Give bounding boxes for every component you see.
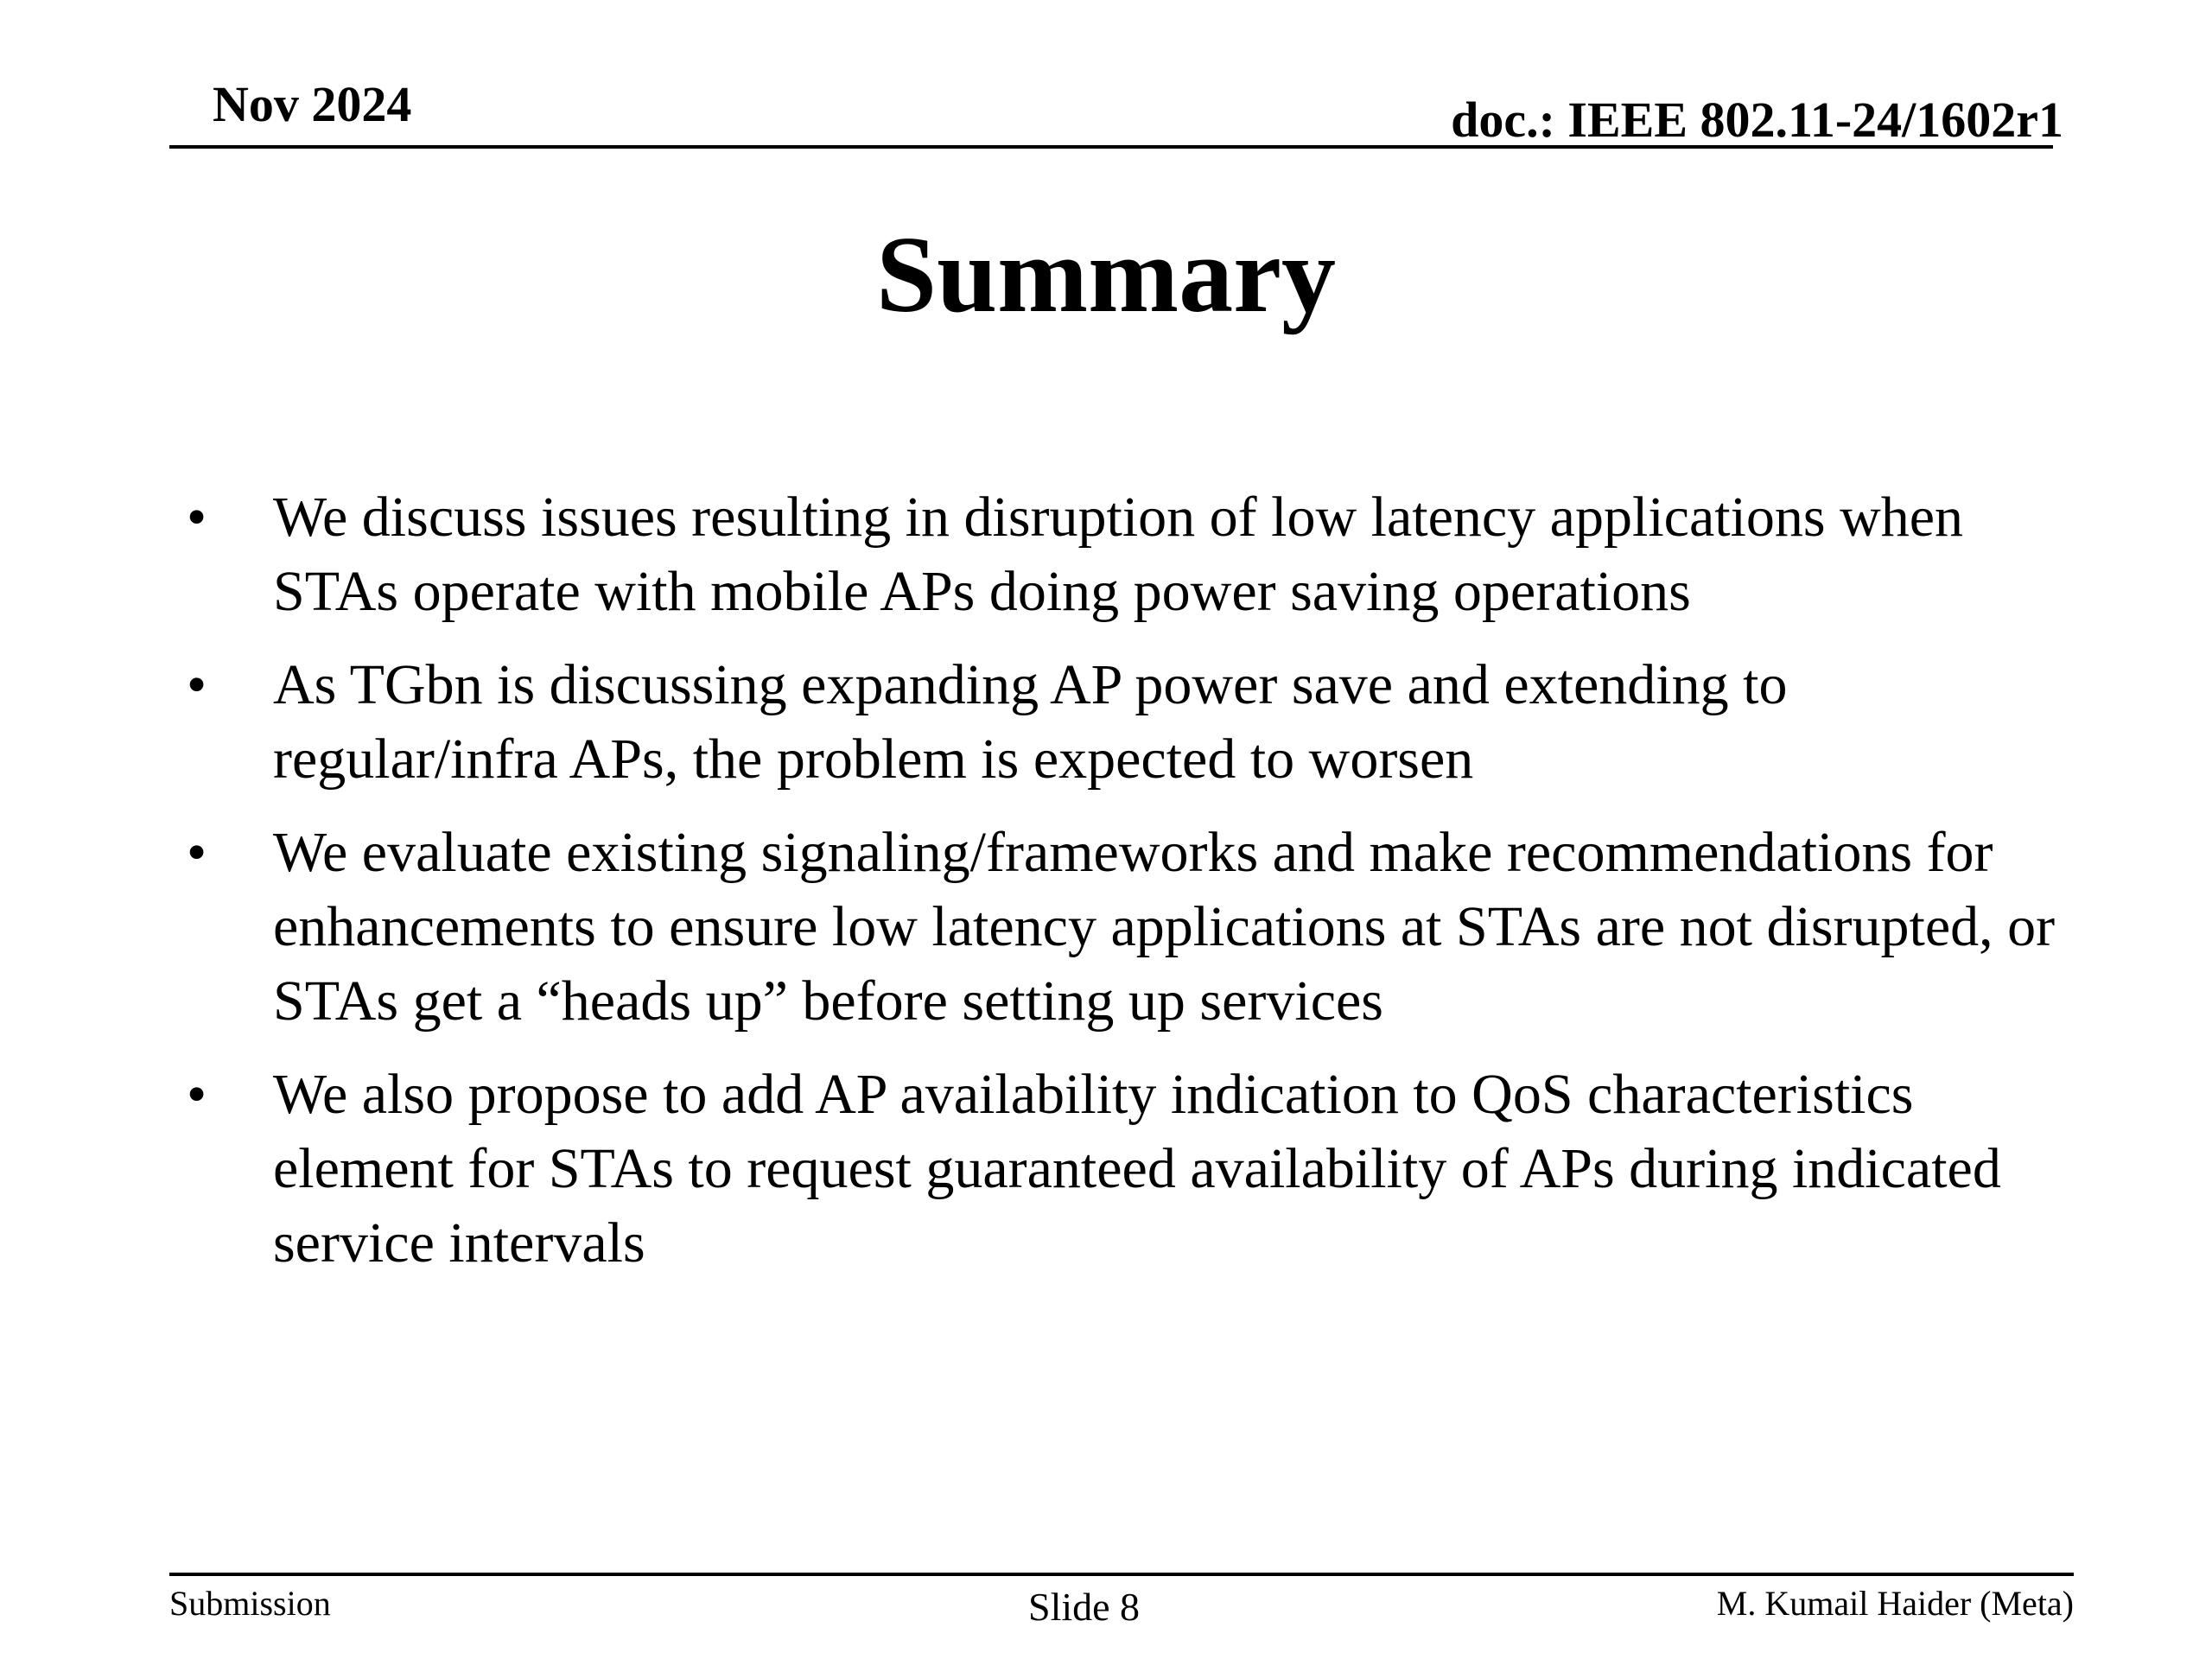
bullet-item xyxy=(183,480,2084,629)
slide-title: Summary xyxy=(876,215,1336,335)
bullet-list xyxy=(183,480,2084,1300)
bullet-text: We discuss issues resulting in disruption of low latency applications when STAs operate with mobile APs doing power saving operations xyxy=(273,486,1964,623)
bullet-icon: • xyxy=(187,821,207,884)
bullet-item xyxy=(183,648,2084,797)
bullet-text: We evaluate existing signaling/frameworks and make recommendations for enhancements to ensure low latency applications at STAs are not disrupted, or STAs get a “heads up” before setting up services xyxy=(273,821,2056,1033)
header-doc-id: doc.: IEEE 802.11-24/1602r1 xyxy=(1451,92,2063,148)
bullet-item xyxy=(183,816,2084,1039)
footer-author: M. Kumail Haider (Meta) xyxy=(1716,1584,2074,1623)
bullet-icon: • xyxy=(187,653,207,716)
bullet-text: As TGbn is discussing expanding AP power save and extending to regular/infra APs, the problem is expected to worsen xyxy=(273,653,1788,791)
footer-submission: Submission xyxy=(169,1584,331,1623)
header-divider xyxy=(169,145,2053,149)
footer-divider xyxy=(169,1573,2074,1576)
header-date: Nov 2024 xyxy=(213,76,412,132)
bullet-icon: • xyxy=(187,1063,207,1126)
bullet-text: We also propose to add AP availability indication to QoS characteristics element for STAs to request guaranteed availability of APs during indicated service intervals xyxy=(273,1063,2001,1274)
bullet-item xyxy=(183,1058,2084,1281)
footer-slide-number: Slide 8 xyxy=(1028,1585,1141,1629)
bullet-icon: • xyxy=(187,486,207,549)
